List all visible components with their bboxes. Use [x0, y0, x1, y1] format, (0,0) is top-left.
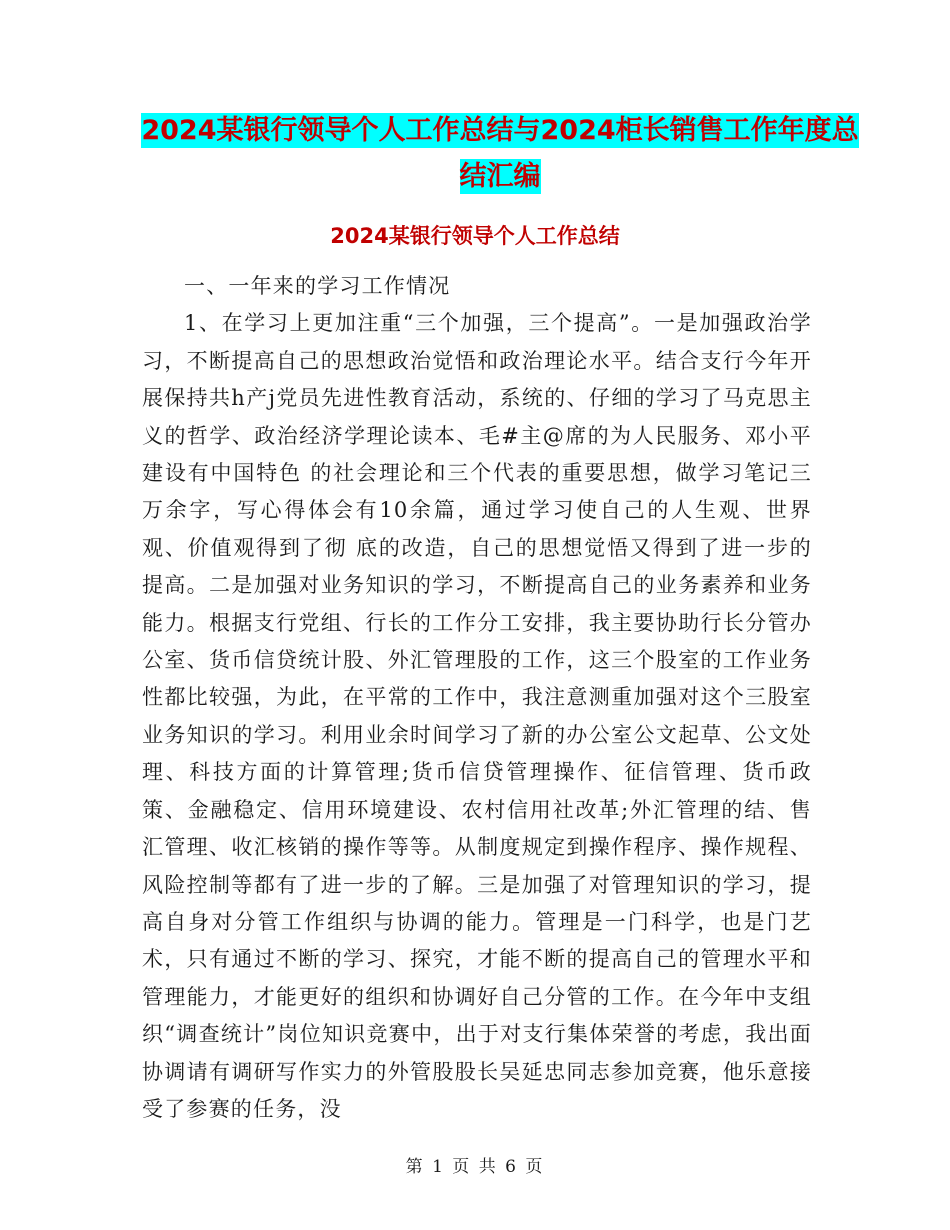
- heading-learning-work: 一、一年来的学习工作情况: [184, 274, 451, 298]
- section-title: 2024某银行领导个人工作总结: [330, 224, 620, 248]
- document-title-text: 2024某银行领导个人工作总结与2024柜长销售工作年度总结汇编: [141, 115, 859, 192]
- page-footer: 第 1 页 共 6 页: [405, 1157, 545, 1177]
- document-title: [130, 108, 870, 200]
- paragraph-1: 1、在学习上更加注重“三个加强，三个提高”。一是加强政治学习，不断提高自己的思想政治觉悟和政治理论水平。结合支行今年开展保持共h产j党员先进性教育活动，系统的、仔细的学习了马克思主义的哲学、政治经济学理论读本、毛#主@席的为人民服务、邓小平建设有中国特色 的社会理论和三个代表的重要思想，做学习笔记三万余字，写心得体会有10余篇，通过学习使自己的人生观、世界观、价值观得到了彻 底的改造，自己的思想觉悟又得到了进一步的提高。二是加强对业务知识的学习，不断提高自己的业务素养和业务能力。根据支行党组、行长的工作分工安排，我主要协助行长分管办公室、货币信贷统计股、外汇管理股的工作，这三个股室的工作业务性都比较强，为此，在平常的工作中，我注意测重加强对这个三股室业务知识的学习。利用业余时间学习了新的办公室公文起草、公文处理、科技方面的计算管理;货币信贷管理操作、征信管理、货币政策、金融稳定、信用环境建设、农村信用社改革;外汇管理的结、售汇管理、收汇核销的操作等等。从制度规定到操作程序、操作规程、风险控制等都有了进一步的了解。三是加强了对管理知识的学习，提高自身对分管工作组织与协调的能力。管理是一门科学，也是门艺术，只有通过不断的学习、探究，才能不断的提高自己的管理水平和管理能力，才能更好的组织和协调好自己分管的工作。在今年中支组织“调查统计”岗位知识竞赛中，出于对支行集体荣誉的考虑，我出面协调请有调研写作实力的外管股股长吴延忠同志参加竞赛，他乐意接受了参赛的任务，没: [142, 311, 812, 1121]
- document-body: [142, 268, 812, 1128]
